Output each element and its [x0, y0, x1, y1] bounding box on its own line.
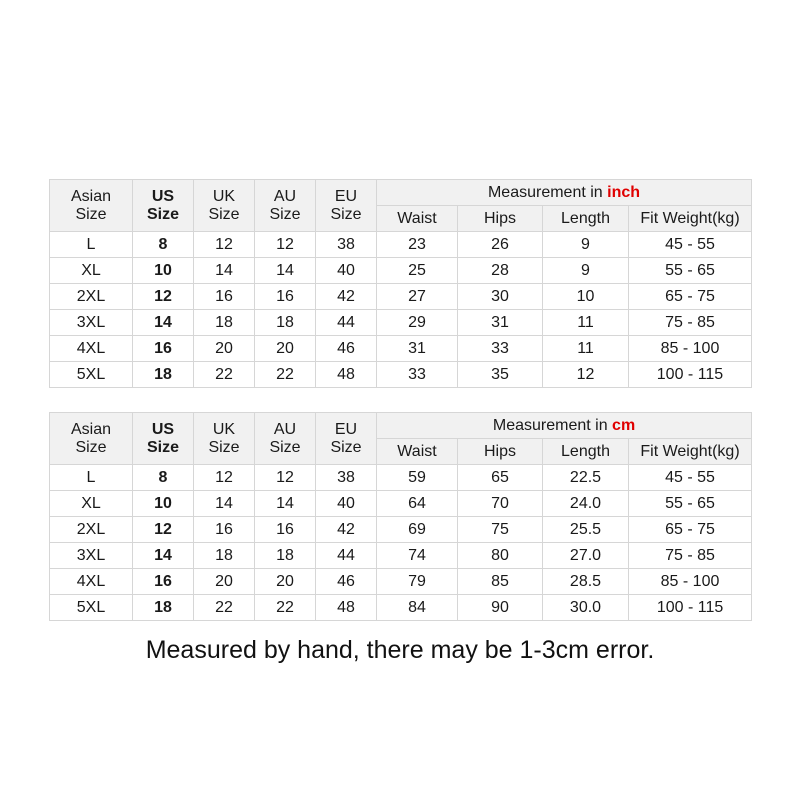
cell-fit-weight: 55 - 65 — [629, 491, 752, 517]
cell-length: 9 — [543, 258, 629, 284]
cell-eu-size: 40 — [316, 491, 377, 517]
cell-fit-weight: 75 - 85 — [629, 310, 752, 336]
table-row — [50, 543, 752, 569]
cell-au-size: 14 — [255, 491, 316, 517]
cell-uk-size: 18 — [194, 310, 255, 336]
cell-length: 25.5 — [543, 517, 629, 543]
cell-waist: 69 — [377, 517, 458, 543]
cell-waist: 29 — [377, 310, 458, 336]
cell-us-size: 16 — [133, 569, 194, 595]
cell-au-size: 22 — [255, 362, 316, 388]
cell-fit-weight: 85 - 100 — [629, 336, 752, 362]
cell-us-size: 8 — [133, 465, 194, 491]
cell-asian-size: 4XL — [50, 336, 133, 362]
header-us-size: US Size — [133, 180, 194, 232]
cell-waist: 84 — [377, 595, 458, 621]
cell-length: 12 — [543, 362, 629, 388]
cell-au-size: 20 — [255, 336, 316, 362]
cell-eu-size: 38 — [316, 232, 377, 258]
cell-eu-size: 42 — [316, 284, 377, 310]
header-au-size: AU Size — [255, 180, 316, 232]
cell-uk-size: 12 — [194, 232, 255, 258]
cell-us-size: 18 — [133, 362, 194, 388]
cell-waist: 59 — [377, 465, 458, 491]
header-length: Length — [543, 206, 629, 232]
header-uk-size: UK Size — [194, 180, 255, 232]
cell-hips: 65 — [458, 465, 543, 491]
cell-hips: 33 — [458, 336, 543, 362]
cell-us-size: 8 — [133, 232, 194, 258]
cell-uk-size: 20 — [194, 569, 255, 595]
header-eu-size: EU Size — [316, 180, 377, 232]
table-row — [50, 362, 752, 388]
cell-uk-size: 18 — [194, 543, 255, 569]
size-table-cm — [49, 412, 752, 621]
cell-hips: 26 — [458, 232, 543, 258]
cell-fit-weight: 100 - 115 — [629, 595, 752, 621]
cell-asian-size: 5XL — [50, 362, 133, 388]
cell-hips: 28 — [458, 258, 543, 284]
table-row — [50, 336, 752, 362]
header-au-size: AU Size — [255, 413, 316, 465]
cell-hips: 31 — [458, 310, 543, 336]
cell-fit-weight: 100 - 115 — [629, 362, 752, 388]
cell-hips: 30 — [458, 284, 543, 310]
cell-au-size: 20 — [255, 569, 316, 595]
cell-waist: 25 — [377, 258, 458, 284]
cell-asian-size: 2XL — [50, 284, 133, 310]
cell-au-size: 16 — [255, 517, 316, 543]
cell-length: 11 — [543, 310, 629, 336]
cell-fit-weight: 45 - 55 — [629, 465, 752, 491]
table-row — [50, 284, 752, 310]
cell-au-size: 12 — [255, 465, 316, 491]
header-fit-weight: Fit Weight(kg) — [629, 439, 752, 465]
cell-us-size: 10 — [133, 258, 194, 284]
cell-length: 11 — [543, 336, 629, 362]
cell-us-size: 18 — [133, 595, 194, 621]
cell-us-size: 12 — [133, 284, 194, 310]
cell-uk-size: 16 — [194, 517, 255, 543]
cell-uk-size: 22 — [194, 362, 255, 388]
cell-us-size: 14 — [133, 543, 194, 569]
cell-eu-size: 44 — [316, 310, 377, 336]
table-row — [50, 595, 752, 621]
cell-au-size: 14 — [255, 258, 316, 284]
header-length: Length — [543, 439, 629, 465]
header-hips: Hips — [458, 206, 543, 232]
cell-waist: 33 — [377, 362, 458, 388]
cell-us-size: 12 — [133, 517, 194, 543]
cell-uk-size: 14 — [194, 491, 255, 517]
header-row — [50, 180, 752, 206]
cell-waist: 27 — [377, 284, 458, 310]
cell-fit-weight: 75 - 85 — [629, 543, 752, 569]
cell-asian-size: 4XL — [50, 569, 133, 595]
cell-fit-weight: 45 - 55 — [629, 232, 752, 258]
cell-us-size: 14 — [133, 310, 194, 336]
cell-hips: 80 — [458, 543, 543, 569]
cell-hips: 90 — [458, 595, 543, 621]
cell-asian-size: XL — [50, 258, 133, 284]
measurement-title: Measurement in cm — [377, 413, 752, 439]
cell-hips: 75 — [458, 517, 543, 543]
cell-asian-size: 2XL — [50, 517, 133, 543]
cell-eu-size: 48 — [316, 595, 377, 621]
header-eu-size: EU Size — [316, 413, 377, 465]
header-asian-size: Asian Size — [50, 413, 133, 465]
cell-asian-size: L — [50, 465, 133, 491]
size-table-inch — [49, 179, 752, 388]
cell-waist: 31 — [377, 336, 458, 362]
cell-au-size: 22 — [255, 595, 316, 621]
cell-uk-size: 20 — [194, 336, 255, 362]
cell-eu-size: 46 — [316, 569, 377, 595]
header-row — [50, 413, 752, 439]
table-row — [50, 517, 752, 543]
header-asian-size: Asian Size — [50, 180, 133, 232]
header-hips: Hips — [458, 439, 543, 465]
measurement-unit: inch — [607, 183, 641, 201]
cell-eu-size: 48 — [316, 362, 377, 388]
cell-hips: 35 — [458, 362, 543, 388]
header-us-size: US Size — [133, 413, 194, 465]
cell-fit-weight: 55 - 65 — [629, 258, 752, 284]
cell-uk-size: 12 — [194, 465, 255, 491]
cell-au-size: 16 — [255, 284, 316, 310]
cell-hips: 85 — [458, 569, 543, 595]
cell-fit-weight: 65 - 75 — [629, 517, 752, 543]
cell-eu-size: 44 — [316, 543, 377, 569]
cell-waist: 79 — [377, 569, 458, 595]
cell-waist: 74 — [377, 543, 458, 569]
cell-fit-weight: 85 - 100 — [629, 569, 752, 595]
cell-length: 24.0 — [543, 491, 629, 517]
cell-eu-size: 42 — [316, 517, 377, 543]
cell-length: 27.0 — [543, 543, 629, 569]
cell-uk-size: 14 — [194, 258, 255, 284]
cell-fit-weight: 65 - 75 — [629, 284, 752, 310]
cell-uk-size: 16 — [194, 284, 255, 310]
cell-us-size: 10 — [133, 491, 194, 517]
cell-length: 30.0 — [543, 595, 629, 621]
cell-asian-size: 5XL — [50, 595, 133, 621]
cell-waist: 23 — [377, 232, 458, 258]
cell-length: 9 — [543, 232, 629, 258]
measurement-note: Measured by hand, there may be 1-3cm error. — [145, 636, 655, 664]
table-row — [50, 232, 752, 258]
measurement-title: Measurement in inch — [377, 180, 752, 206]
measurement-unit: cm — [612, 416, 636, 434]
cell-waist: 64 — [377, 491, 458, 517]
cell-length: 22.5 — [543, 465, 629, 491]
cell-hips: 70 — [458, 491, 543, 517]
table-body — [50, 232, 752, 388]
cell-asian-size: XL — [50, 491, 133, 517]
table-row — [50, 491, 752, 517]
header-waist: Waist — [377, 439, 458, 465]
table-row — [50, 569, 752, 595]
cell-au-size: 18 — [255, 543, 316, 569]
cell-length: 10 — [543, 284, 629, 310]
cell-asian-size: 3XL — [50, 310, 133, 336]
cell-au-size: 18 — [255, 310, 316, 336]
cell-asian-size: L — [50, 232, 133, 258]
cell-eu-size: 38 — [316, 465, 377, 491]
cell-uk-size: 22 — [194, 595, 255, 621]
table-row — [50, 310, 752, 336]
cell-asian-size: 3XL — [50, 543, 133, 569]
cell-eu-size: 40 — [316, 258, 377, 284]
header-waist: Waist — [377, 206, 458, 232]
cell-au-size: 12 — [255, 232, 316, 258]
cell-us-size: 16 — [133, 336, 194, 362]
header-fit-weight: Fit Weight(kg) — [629, 206, 752, 232]
cell-eu-size: 46 — [316, 336, 377, 362]
header-uk-size: UK Size — [194, 413, 255, 465]
table-row — [50, 258, 752, 284]
table-row — [50, 465, 752, 491]
table-body — [50, 465, 752, 621]
cell-length: 28.5 — [543, 569, 629, 595]
